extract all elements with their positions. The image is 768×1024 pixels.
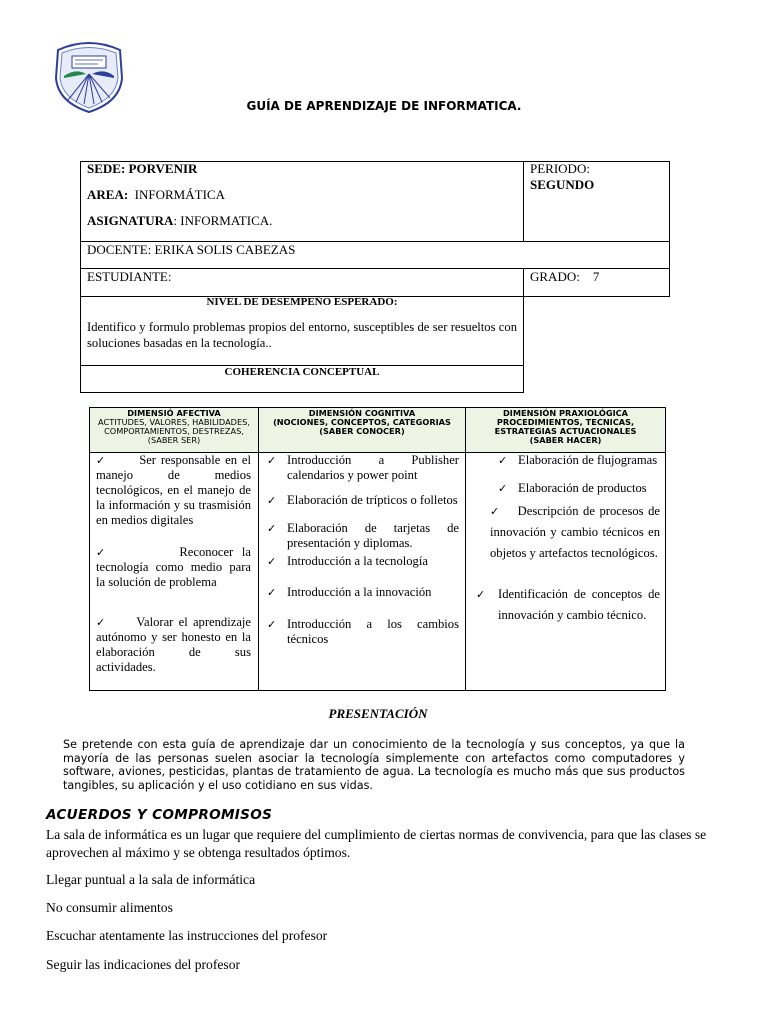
check-icon: ✓ xyxy=(96,454,106,467)
area-value: INFORMÁTICA xyxy=(134,187,225,202)
rule-item: Llegar puntual a la sala de informática xyxy=(46,872,256,887)
list-item: ✓ Introducción a la innovación xyxy=(267,585,432,599)
rule-item: Escuchar atentamente las instrucciones del profesor xyxy=(46,928,328,943)
list-item: ✓ Introducción a Publisher calendarios y power point xyxy=(267,453,459,482)
coherencia-cell xyxy=(80,365,524,393)
check-icon: ✓ xyxy=(267,555,277,568)
presentacion-title: PRESENTACIÓN xyxy=(328,706,428,721)
nivel-text: Identifico y formulo problemas propios del entorno, susceptibles de ser resueltos con soluciones basadas en la tecnología.. xyxy=(87,320,517,350)
check-icon: ✓ xyxy=(498,454,508,467)
grado-cell xyxy=(523,268,670,297)
list-item: ✓ Elaboración de tarjetas de presentación y diplomas. xyxy=(267,521,459,550)
document-title: GUÍA DE APRENDIZAJE DE INFORMATICA. xyxy=(246,99,522,113)
check-icon: ✓ xyxy=(267,454,277,467)
list-item: ✓ Introducción a los cambios técnicos xyxy=(267,617,459,646)
list-item: ✓ Descripción de procesos de innovación y cambio técnicos en objetos y artefactos tecnológicos. xyxy=(490,501,660,564)
list-item: ✓ Elaboración de productos xyxy=(498,481,647,495)
sede-area-cell xyxy=(80,161,524,242)
periodo-cell xyxy=(523,161,670,242)
grado-value: 7 xyxy=(592,269,600,284)
periodo-label: PERIODO: xyxy=(530,161,590,176)
presentacion-text: Se pretende con esta guía de aprendizaje dar un conocimiento de la tecnología y sus conceptos, ya que la mayoría de las personas suelen asociar la tecnología simplemente con artefactos como computadores y software, aviones, pesticidas, plantas de tratamiento de agua. La tecnología es mucho más que sus productos tangibles, su aplicación y el uso cotidiano en sus vidas. xyxy=(63,738,685,792)
estudiante-label: ESTUDIANTE: xyxy=(87,269,172,284)
dimension-cognitiva-header xyxy=(259,408,465,453)
sede-value: PORVENIR xyxy=(128,161,198,176)
check-icon: ✓ xyxy=(476,588,486,601)
dimension-afectiva-title: DIMENSIÓ AFECTIVA xyxy=(127,408,221,418)
list-item: ✓ Introducción a la tecnología xyxy=(267,554,428,568)
acuerdos-intro: La sala de informática es un lugar que requiere del cumplimiento de ciertas normas de convivencia, para que las clases se aprovechen al máximo y se obtenga resultados óptimos. xyxy=(46,827,707,860)
dimension-cognitiva-subtitle: (NOCIONES, CONCEPTOS, CATEGORIAS (SABER CONOCER) xyxy=(273,417,451,436)
list-item: ✓ Elaboración de flujogramas xyxy=(498,453,658,467)
list-item: ✓ Valorar el aprendizaje autónomo y ser honesto en la elaboración de sus actividades. xyxy=(96,615,251,674)
check-icon: ✓ xyxy=(267,522,277,535)
coherencia-title: COHERENCIA CONCEPTUAL xyxy=(224,366,380,378)
check-icon: ✓ xyxy=(498,482,508,495)
docente-cell xyxy=(80,241,670,269)
grado-label: GRADO: xyxy=(530,269,580,284)
dimension-praxiologica-header xyxy=(466,408,665,453)
dimension-afectiva-column xyxy=(90,408,258,690)
dimension-cognitiva-column xyxy=(258,408,465,690)
dimension-praxiologica-column xyxy=(465,408,665,690)
area-label: AREA: xyxy=(87,187,129,202)
check-icon: ✓ xyxy=(96,546,106,559)
sede-label: SEDE: xyxy=(87,161,126,176)
info-table xyxy=(80,161,670,393)
list-item: ✓ Ser responsable en el manejo de medios tecnológicos, en el manejo de la información y su trasmisión en medios digitales xyxy=(96,453,251,527)
dimensions-table xyxy=(89,407,666,691)
nivel-cell xyxy=(80,296,524,366)
periodo-value: SEGUNDO xyxy=(530,177,595,192)
rule-item: No consumir alimentos xyxy=(46,900,173,915)
asignatura-label: ASIGNATURA xyxy=(87,213,174,228)
check-icon: ✓ xyxy=(267,618,277,631)
dimension-praxiologica-subtitle: PROCEDIMIENTOS, TECNICAS, ESTRATEGIAS ACTUACIONALES (SABER HACER) xyxy=(494,417,637,445)
asignatura-value: : INFORMATICA. xyxy=(173,213,273,228)
check-icon: ✓ xyxy=(267,494,277,507)
list-item: ✓ Elaboración de trípticos o folletos xyxy=(267,493,458,507)
check-icon: ✓ xyxy=(96,616,106,629)
dimension-afectiva-header xyxy=(90,408,258,453)
rule-item: Seguir las indicaciones del profesor xyxy=(46,957,241,972)
dimension-afectiva-subtitle: ACTITUDES, VALORES, HABILIDADES, COMPORTAMIENTOS, DESTREZAS, (SABER SER) xyxy=(98,417,250,445)
list-item: ✓ Identificación de conceptos de innovación y cambio técnico. xyxy=(498,584,660,626)
estudiante-cell xyxy=(80,268,524,297)
acuerdos-title: ACUERDOS Y COMPROMISOS xyxy=(46,807,273,823)
dimension-cognitiva-title: DIMENSIÓN COGNITIVA xyxy=(308,408,416,418)
list-item: ✓ Reconocer la tecnología como medio para la solución de problema xyxy=(96,545,251,589)
dimension-praxiologica-title: DIMENSIÓN PRAXIOLÓGICA xyxy=(503,408,628,418)
check-icon: ✓ xyxy=(490,505,500,518)
check-icon: ✓ xyxy=(267,586,277,599)
nivel-title: NIVEL DE DESEMPEÑO ESPERADO: xyxy=(206,296,398,308)
docente-text: DOCENTE: ERIKA SOLIS CABEZAS xyxy=(87,242,296,257)
